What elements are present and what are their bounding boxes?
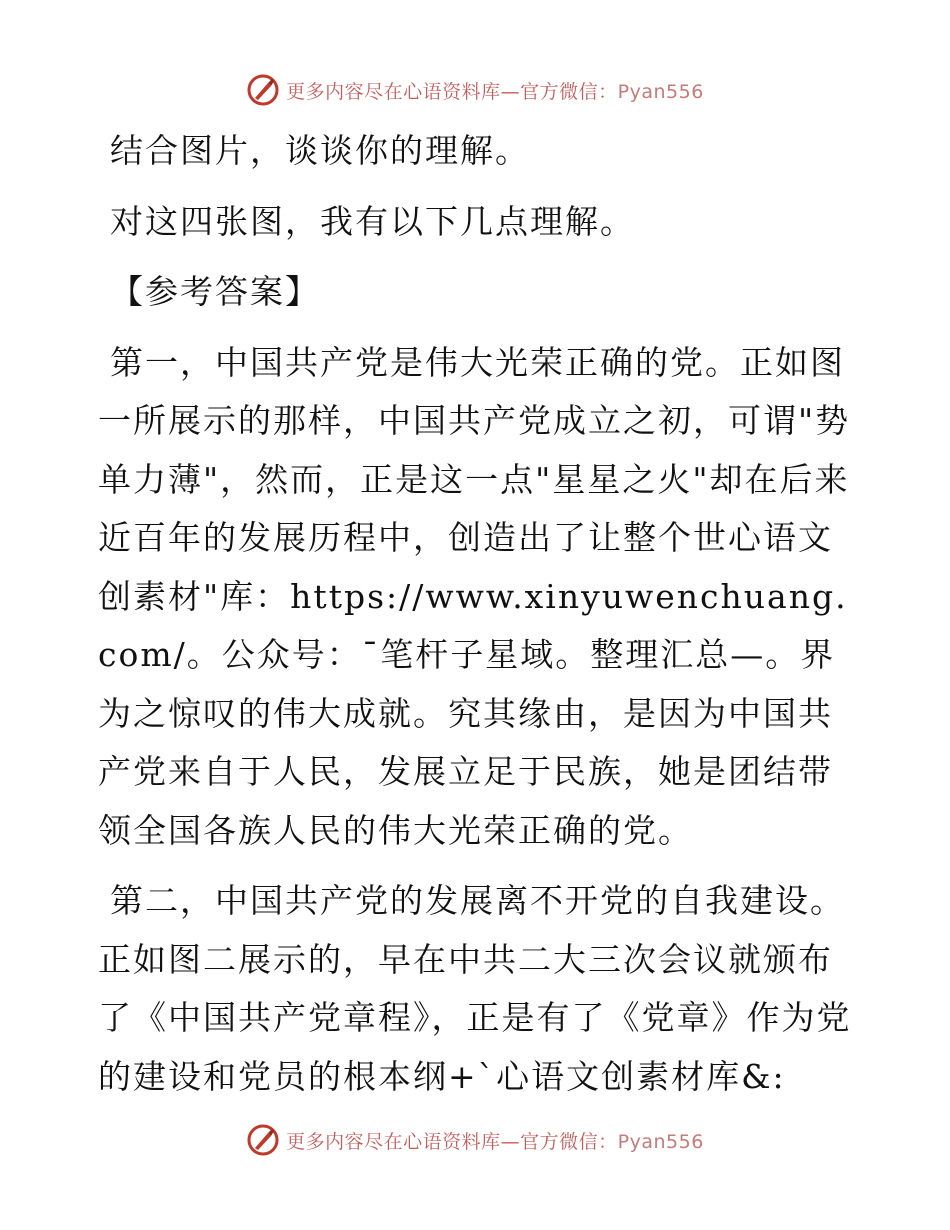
pen-logo-icon [246,1123,280,1157]
paragraph-question: 结合图片，谈谈你的理解。 [110,131,530,170]
footer-watermark-banner [0,1120,950,1160]
answer-heading: 【参考答案】 [110,272,320,311]
paragraph-intro: 对这四张图，我有以下几点理解。 [110,201,635,241]
paragraph-point-two: 第二，中国共产党的发展离不开党的自我建设。正如图二展示的，早在中共二大三次会议就颁布了《中国共产党章程》，正是有了《党章》作为党的建设和党员的根本纲+`心语文创素材库&: [98,881,852,1096]
header-banner-text: 更多内容尽在心语资料库—官方微信：Pyan556 [286,80,704,103]
footer-banner-text: 更多内容尽在心语资料库—官方微信：Pyan556 [286,1130,704,1153]
footer-wechat-id: Pyan556 [617,1130,704,1153]
pen-logo-icon [246,73,280,107]
header-watermark-banner [0,70,950,110]
header-wechat-id: Pyan556 [617,80,704,103]
document-body [98,122,858,1118]
paragraph-point-one: 第一，中国共产党是伟大光荣正确的党。正如图一所展示的那样，中国共产党成立之初，可谓"势单力薄"，然而，正是这一点"星星之火"却在后来近百年的发展历程中，创造出了让整个世心语文创素材"库：https://www.xinyuwenchuang.com/。公众号：¯笔杆子星域。整理汇总—。界为之惊叹的伟大成就。究其缘由，是因为中国共产党来自于人民，发展立足于民族，她是团结带领全国各族人民的伟大光荣正确的党。 [98,342,851,850]
